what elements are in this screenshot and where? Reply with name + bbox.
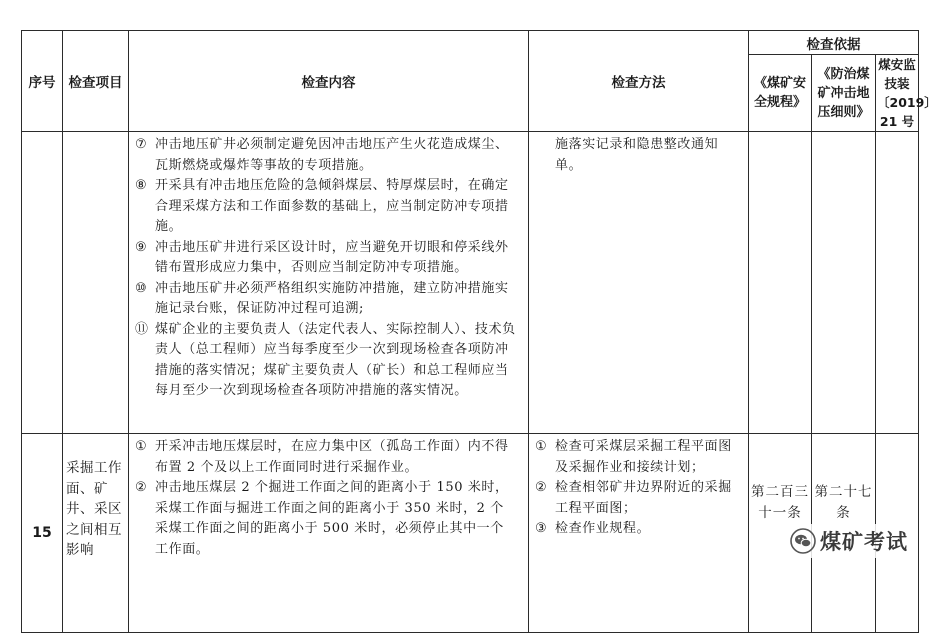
list-item: [135, 320, 516, 402]
row1-basis-1: [749, 132, 812, 434]
list-item: [535, 519, 740, 540]
row1-basis-2: [812, 132, 876, 434]
item-text: 检查作业规程。: [555, 521, 651, 536]
list-item: [535, 478, 740, 519]
header-basis-rockburst-rules: 《防治煤矿冲击地压细则》: [812, 55, 876, 132]
wechat-icon: [790, 528, 816, 554]
item-text: 开采具有冲击地压危险的急倾斜煤层、特厚煤层时，在确定合理采煤方法和工作面参数的基础上，应当制定防冲专项措施。: [155, 178, 509, 234]
row1-method: [529, 132, 749, 434]
item-text: 冲击地压矿井必须制定避免因冲击地压产生火花造成煤尘、瓦斯燃烧或爆炸等事故的专项措施。: [155, 137, 509, 173]
item-number: ①: [535, 439, 547, 454]
item-text: 检查可采煤层采掘工程平面图及采掘作业和接续计划；: [555, 439, 732, 475]
header-row-top: [22, 31, 919, 55]
row2-basis-rockburst-rules: 第二十七条: [812, 434, 876, 633]
item-number: ②: [135, 480, 147, 495]
header-item: 检查项目: [63, 31, 129, 132]
row2-seq: 15: [22, 434, 63, 633]
list-item: [535, 437, 740, 478]
inspection-table: [21, 30, 937, 633]
item-number: ⑧: [135, 178, 147, 193]
list-item: [135, 135, 516, 176]
header-basis-safety-rules: 《煤矿安全规程》: [749, 55, 812, 132]
item-number: ①: [135, 439, 147, 454]
header-basis-notice: 煤安监技装〔2019〕21 号: [876, 55, 919, 132]
item-text: 冲击地压矿井必须严格组织实施防冲措施，建立防冲措施实施记录台账，保证防冲过程可追溯;: [155, 280, 509, 316]
row1-basis-3: [876, 132, 919, 434]
list-item: [135, 279, 516, 320]
list-item: [135, 176, 516, 238]
table-row: [22, 132, 919, 434]
row1-item: [63, 132, 129, 434]
item-number: ⑪: [135, 321, 149, 337]
item-text: 冲击地压矿井进行采区设计时，应当避免开切眼和停采线外错布置形成应力集中，否则应当制定防冲专项措施。: [155, 239, 509, 275]
item-number: ⑩: [135, 280, 147, 296]
item-text: 检查相邻矿井边界附近的采掘工程平面图；: [555, 480, 732, 516]
header-seq: 序号: [22, 31, 63, 132]
item-number: ⑦: [135, 137, 147, 152]
item-number: ②: [535, 480, 547, 495]
row2-item: 采掘工作面、矿井、采区之间相互影响: [63, 434, 129, 633]
list-item: [135, 238, 516, 279]
item-number: ⑨: [135, 239, 147, 255]
list-item: [135, 437, 516, 478]
item-number: ③: [535, 521, 547, 536]
header-content: 检查内容: [129, 31, 529, 132]
list-item: [135, 478, 516, 560]
item-text: 开采冲击地压煤层时，在应力集中区（孤岛工作面）内不得布置 2 个及以上工作面同时进行采掘作业。: [155, 439, 509, 475]
row2-method: [529, 434, 749, 633]
table-row: [22, 434, 919, 633]
row1-content: [129, 132, 529, 434]
item-text: 冲击地压煤层 2 个掘进工作面之间的距离小于 150 米时，采煤工作面与掘进工作面之间的距离小于 350 米时，2 个采煤工作面之间的距离小于 500 米时，必须停止其中一个工作面。: [155, 480, 509, 557]
header-basis: 检查依据: [749, 31, 919, 55]
row2-basis-safety-rules: 第二百三十一条: [749, 434, 812, 633]
row2-content: [129, 434, 529, 633]
watermark: [786, 524, 914, 558]
header-method: 检查方法: [529, 31, 749, 132]
item-text: 煤矿企业的主要负责人（法定代表人、实际控制人）、技术负责人（总工程师）应当每季度至少一次到现场检查各项防冲措施的落实情况；煤矿主要负责人（矿长）和总工程师应当每月至少一次到现场检查各项防冲措施的落实情况。: [155, 321, 516, 398]
row1-seq: [22, 132, 63, 434]
watermark-text: 煤矿考试: [820, 530, 908, 554]
method-text: 施落实记录和隐患整改通知单。: [555, 137, 719, 173]
